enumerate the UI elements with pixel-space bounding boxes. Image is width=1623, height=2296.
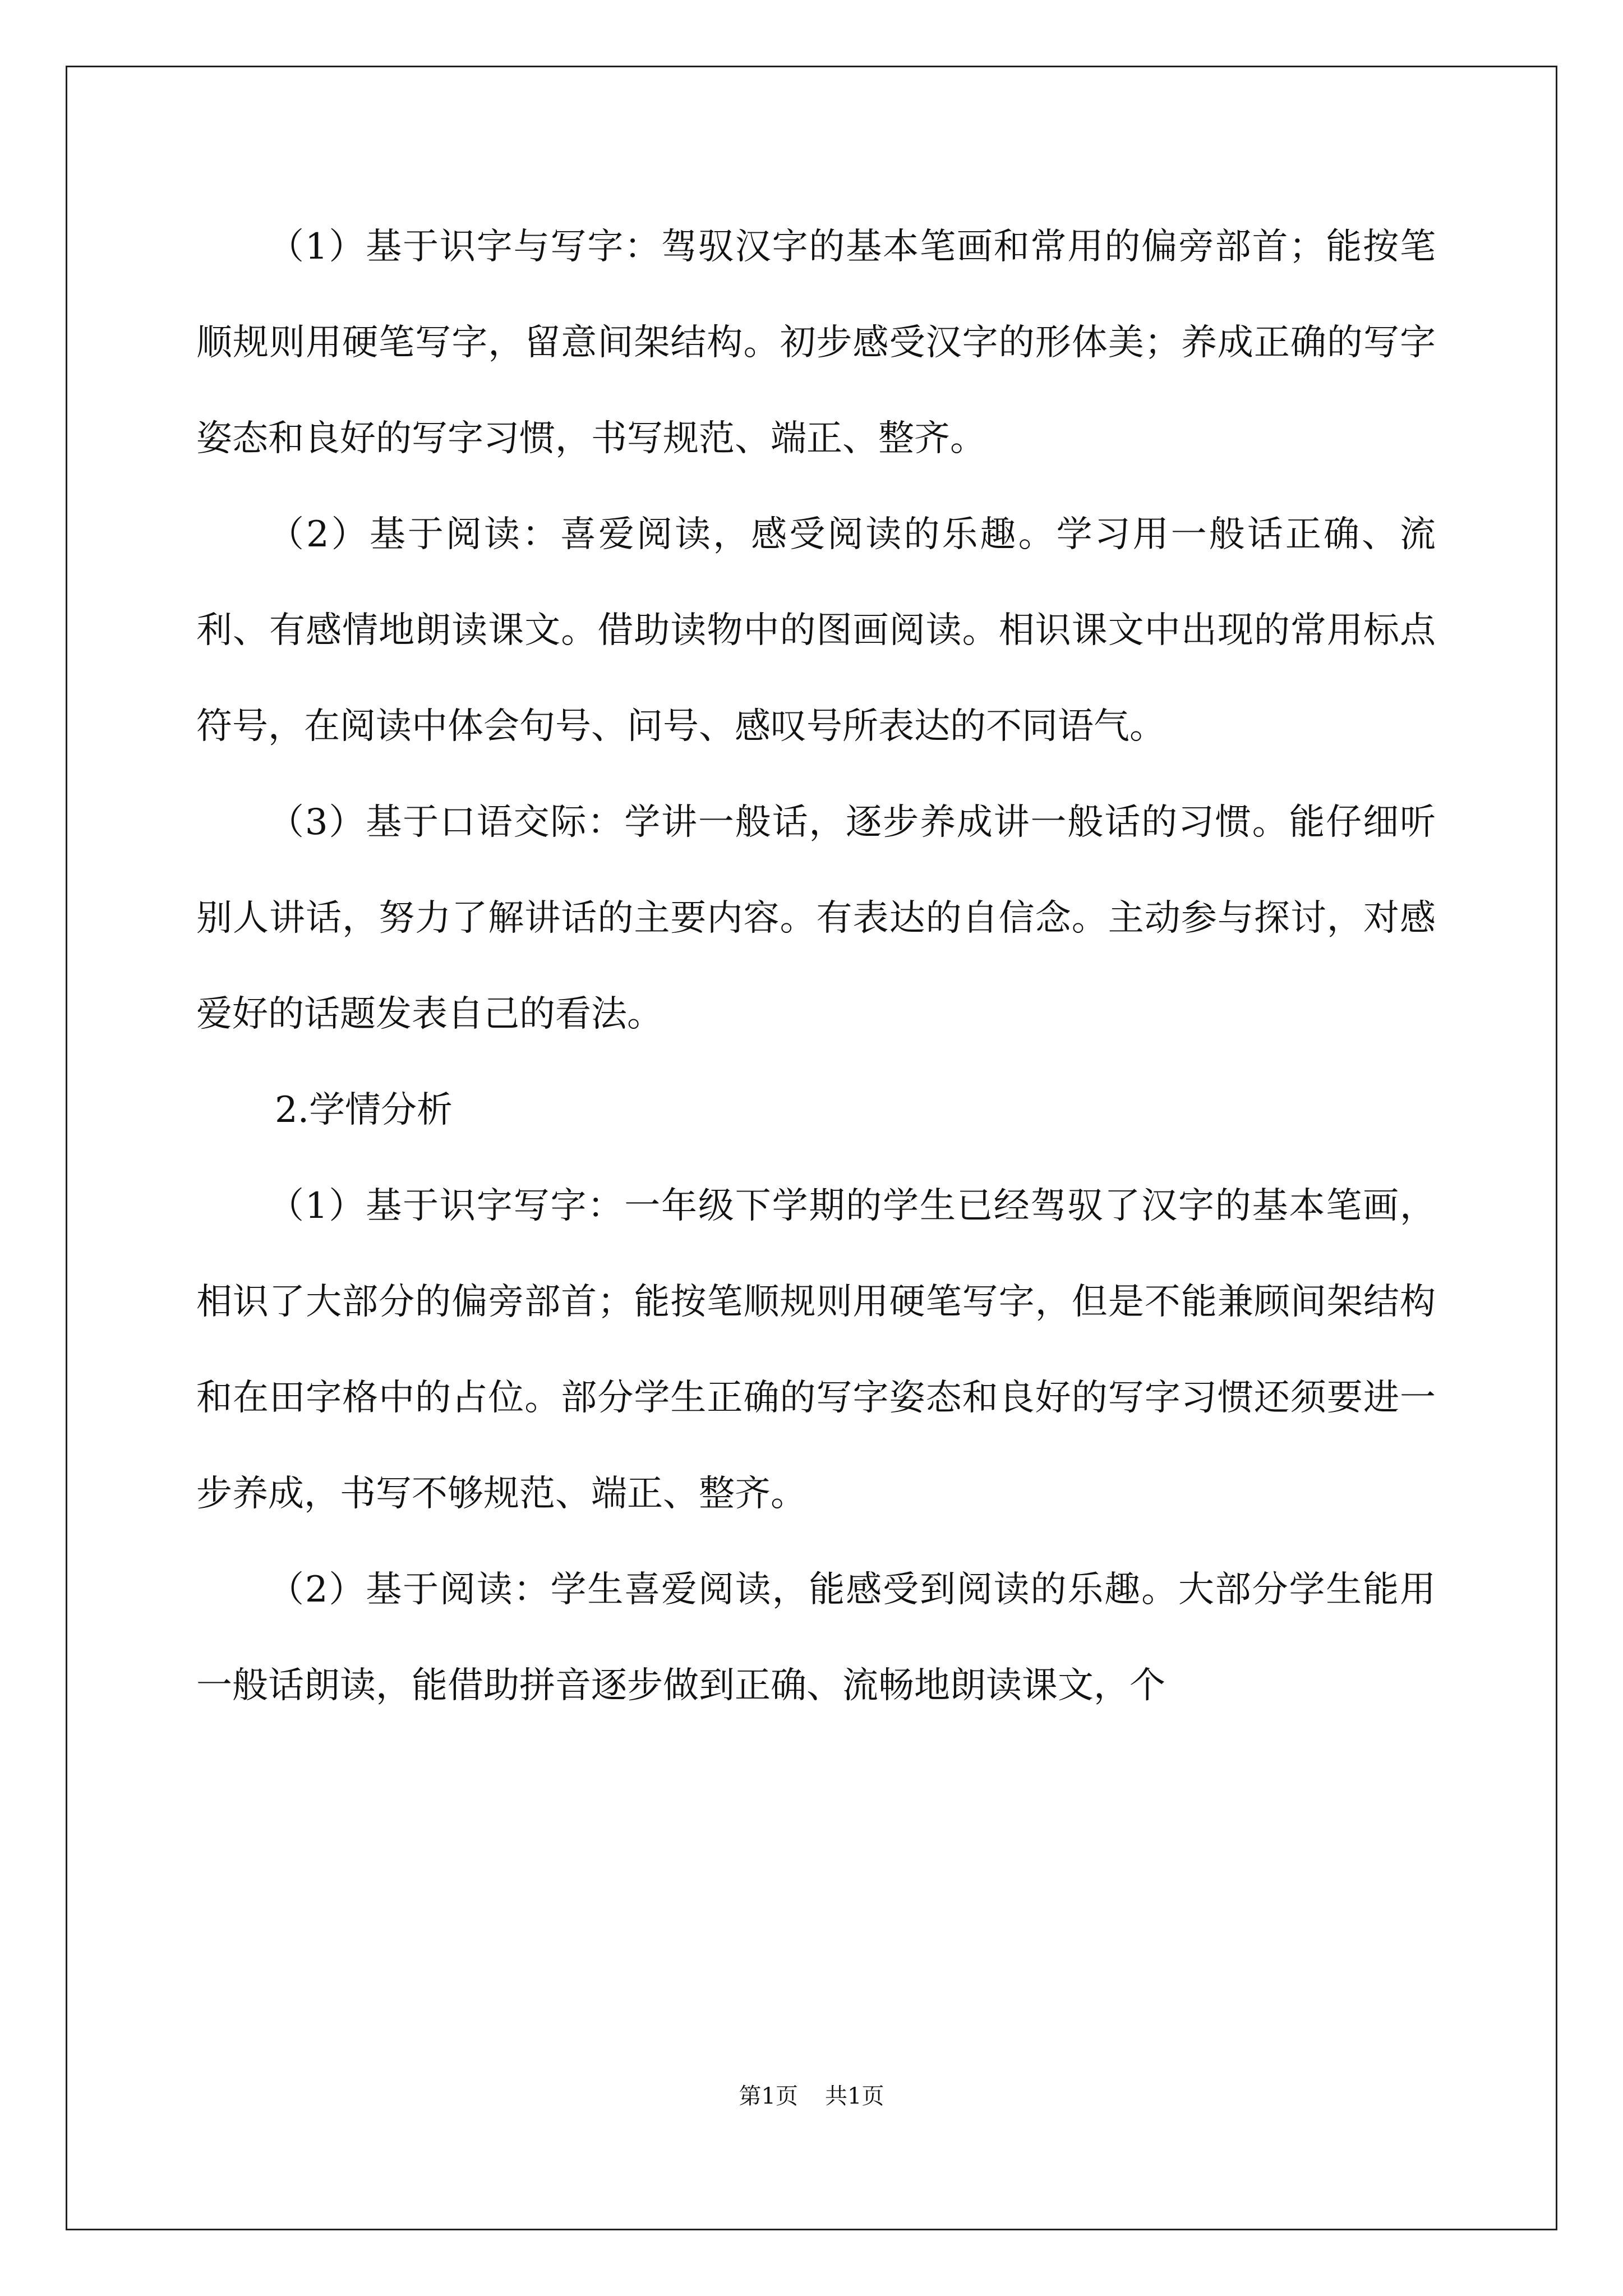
document-body [196,199,1436,1734]
paragraph-reading-analysis: （2）基于阅读：学生喜爱阅读，能感受到阅读的乐趣。大部分学生能用一般话朗读，能借助拼音逐步做到正确、流畅地朗读课文，个 [196,1569,1436,1706]
paragraph-reading-goals: （2）基于阅读：喜爱阅读，感受阅读的乐趣。学习用一般话正确、流利、有感情地朗读课文。借助读物中的图画阅读。相识课文中出现的常用标点符号，在阅读中体会句号、问号、感叹号所表达的不同语气。 [196,514,1436,747]
paragraph-literacy-analysis: （1）基于识字写字：一年级下学期的学生已经驾驭了汉字的基本笔画，相识了大部分的偏旁部首；能按笔顺规则用硬笔写字，但是不能兼顾间架结构和在田字格中的占位。部分学生正确的写字姿态和良好的写字习惯还须要进一步养成，书写不够规范、端正、整齐。 [196,1185,1436,1515]
page-total: 共1页 [825,2083,884,2109]
page-footer [0,2078,1623,2110]
paragraph-literacy-goals: （1）基于识字与写字：驾驭汉字的基本笔画和常用的偏旁部首；能按笔顺规则用硬笔写字，留意间架结构。初步感受汉字的形体美；养成正确的写字姿态和良好的写字习惯，书写规范、端正、整齐。 [196,226,1436,459]
paragraph-speaking-goals: （3）基于口语交际：学讲一般话，逐步养成讲一般话的习惯。能仔细听别人讲话，努力了解讲话的主要内容。有表达的自信念。主动参与探讨，对感爱好的话题发表自己的看法。 [196,802,1436,1035]
page-number: 第1页 [739,2083,798,2109]
section-heading-student-analysis: 2.学情分析 [275,1089,453,1131]
